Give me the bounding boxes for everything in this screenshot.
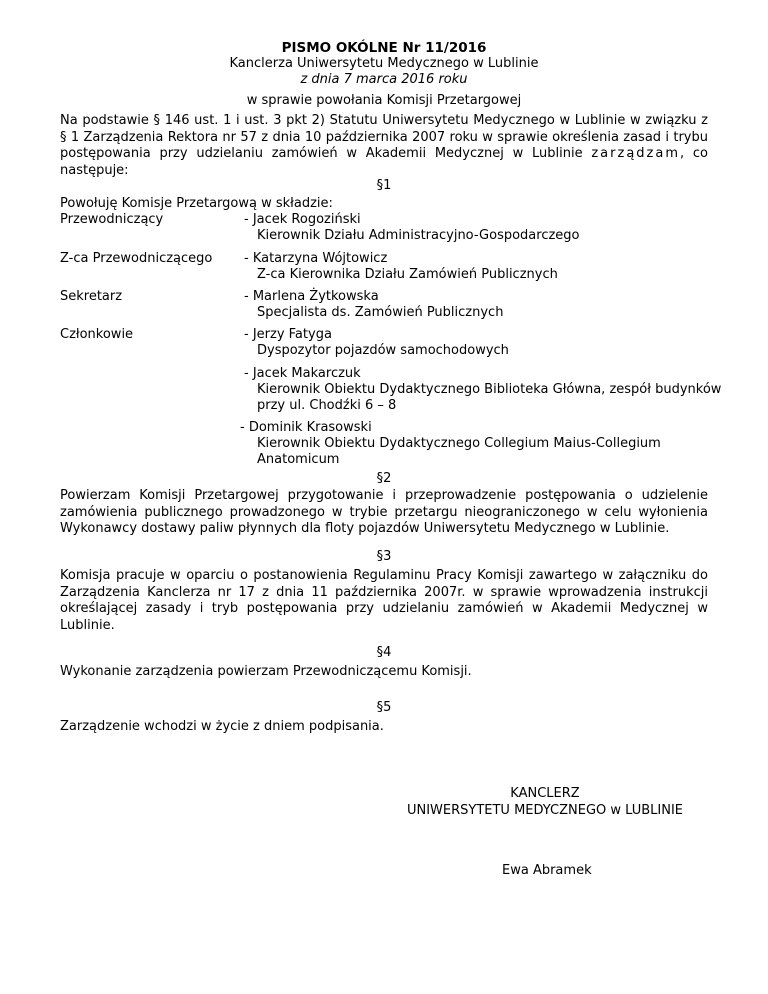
secretary-name: - Marlena Żytkowska — [244, 289, 379, 304]
secretary-role: Sekretarz — [60, 289, 123, 304]
section-1-heading: §1 — [376, 178, 392, 193]
section-2-heading: §2 — [376, 471, 392, 486]
member-1-name: - Jerzy Fatyga — [244, 327, 332, 342]
signature-institution: UNIWERSYTETU MEDYCZNEGO w LUBLINIE — [406, 803, 684, 818]
members-role: Członkowie — [60, 327, 134, 342]
issuer-line: Kanclerza Uniwersytetu Medycznego w Lublinie — [229, 56, 539, 71]
section-5-text: Zarządzenie wchodzi w życie z dniem podpisania. — [60, 719, 384, 734]
intro-keyword: zarządzam — [591, 146, 680, 161]
chair-desc: Kierownik Działu Administracyjno-Gospodarczego — [257, 228, 580, 243]
signature-name: Ewa Abramek — [502, 863, 592, 878]
member-3-name: - Dominik Krasowski — [240, 420, 372, 435]
member-2-name: - Jacek Makarczuk — [244, 366, 361, 381]
document-title: PISMO OKÓLNE Nr 11/2016 — [281, 40, 487, 56]
vice-desc: Z-ca Kierownika Działu Zamówień Publicznych — [257, 267, 558, 282]
intro-tail: , co następuje: — [60, 146, 709, 178]
section-4-heading: §4 — [376, 645, 392, 660]
topic-line: w sprawie powołania Komisji Przetargowej — [246, 93, 522, 108]
member-2-desc-2: przy ul. Chodźki 6 – 8 — [257, 398, 397, 413]
vice-name: - Katarzyna Wójtowicz — [244, 251, 388, 266]
date-line: z dnia 7 marca 2016 roku — [300, 72, 468, 87]
member-3-desc-2: Anatomicum — [257, 452, 340, 467]
section-5-heading: §5 — [376, 700, 392, 715]
section-3-text: Komisja pracuje w oparciu o postanowienia Regulaminu Pracy Komisji zawartego w załączniku do Zarządzenia Kanclerza nr 17 z dnia 11 października 2007r. w sprawie wprowadzenia instrukcji określającej zasady i tryb postępowania przy udzielaniu zamówień w Akademii Medycznej w Lublinie. — [60, 568, 708, 633]
intro-text: Na podstawie § 146 ust. 1 i ust. 3 pkt 2) Statutu Uniwersytetu Medycznego w Lublinie w związku z § 1 Zarządzenia Rektora nr 57 z dnia 10 października 2007 roku w sprawie określenia zasad i trybu postępowania przy udzielaniu zamówień w Akademii Medycznej w Lublinie — [60, 113, 708, 161]
section-3-heading: §3 — [376, 549, 392, 564]
member-3-desc-1: Kierownik Obiektu Dydaktycznego Collegium Maius-Collegium — [257, 436, 661, 451]
chair-role: Przewodniczący — [60, 212, 164, 227]
section-1-lead: Powołuję Komisje Przetargową w składzie: — [60, 196, 333, 211]
section-4-text: Wykonanie zarządzenia powierzam Przewodniczącemu Komisji. — [60, 664, 472, 679]
secretary-desc: Specjalista ds. Zamówień Publicznych — [257, 305, 504, 320]
intro-paragraph — [60, 113, 708, 179]
member-2-desc-1: Kierownik Obiektu Dydaktycznego Biblioteka Główna, zespół budynków — [257, 382, 722, 397]
section-2-text: Powierzam Komisji Przetargowej przygotowanie i przeprowadzenie postępowania o udzielenie zamówienia publicznego prowadzonego w trybie przetargu nieograniczonego w celu wyłonienia Wykonawcy dostawy paliw płynnych dla floty pojazdów Uniwersytetu Medycznego w Lublinie. — [60, 488, 708, 536]
member-1-desc: Dyspozytor pojazdów samochodowych — [257, 343, 509, 358]
vice-role: Z-ca Przewodniczącego — [60, 251, 213, 266]
chair-name: - Jacek Rogoziński — [244, 212, 361, 227]
signature-title: KANCLERZ — [510, 786, 580, 801]
